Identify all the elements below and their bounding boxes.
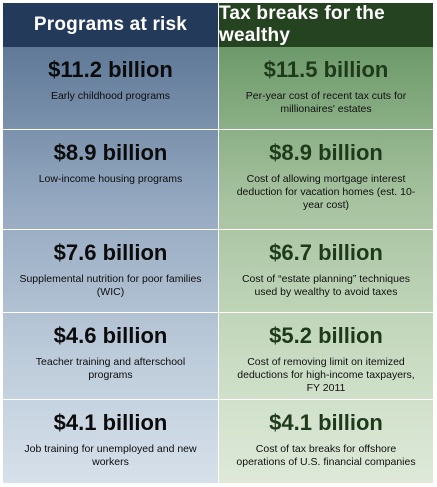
tax-break-amount: $4.1 billion bbox=[269, 410, 383, 435]
programs-at-risk-header: Programs at risk bbox=[3, 3, 219, 47]
tax-break-description: Cost of removing limit on itemized deductions for high-income taxpayers, FY 2011 bbox=[237, 356, 415, 394]
tax-break-description: Per-year cost of recent tax cuts for millionaires' estates bbox=[245, 90, 407, 115]
program-cell bbox=[3, 312, 219, 399]
tax-break-amount: $11.5 billion bbox=[263, 57, 389, 82]
program-amount: $8.9 billion bbox=[53, 140, 168, 165]
program-description: Job training for unemployed and new workers bbox=[24, 443, 197, 468]
program-description: Low-income housing programs bbox=[38, 173, 183, 185]
tax-break-description: Cost of allowing mortgage interest deduction for vacation homes (est. 10-year cost) bbox=[236, 173, 416, 211]
program-description: Supplemental nutrition for poor families (WIC) bbox=[19, 273, 202, 298]
tax-break-amount: $6.7 billion bbox=[269, 240, 383, 265]
program-cell bbox=[3, 229, 219, 312]
program-cell bbox=[3, 129, 219, 229]
tax-break-cell bbox=[219, 399, 433, 483]
program-description: Early childhood programs bbox=[50, 90, 171, 102]
program-description: Teacher training and afterschool programs bbox=[35, 356, 186, 381]
tax-break-cell bbox=[219, 229, 433, 312]
program-cell bbox=[3, 399, 219, 483]
tax-break-cell bbox=[219, 129, 433, 229]
program-amount: $4.1 billion bbox=[53, 410, 168, 435]
tax-break-description: Cost of “estate planning” techniques used by wealthy to avoid taxes bbox=[241, 273, 411, 298]
tax-break-amount: $5.2 billion bbox=[269, 323, 383, 348]
program-cell bbox=[3, 47, 219, 129]
tax-break-cell bbox=[219, 47, 433, 129]
comparison-table bbox=[3, 3, 433, 483]
tax-breaks-header: Tax breaks for the wealthy bbox=[219, 3, 433, 47]
tax-break-amount: $8.9 billion bbox=[269, 140, 383, 165]
program-amount: $4.6 billion bbox=[53, 323, 168, 348]
program-amount: $7.6 billion bbox=[53, 240, 168, 265]
tax-break-cell bbox=[219, 312, 433, 399]
program-amount: $11.2 billion bbox=[48, 57, 173, 82]
tax-break-description: Cost of tax breaks for offshore operations of U.S. financial companies bbox=[236, 443, 416, 468]
